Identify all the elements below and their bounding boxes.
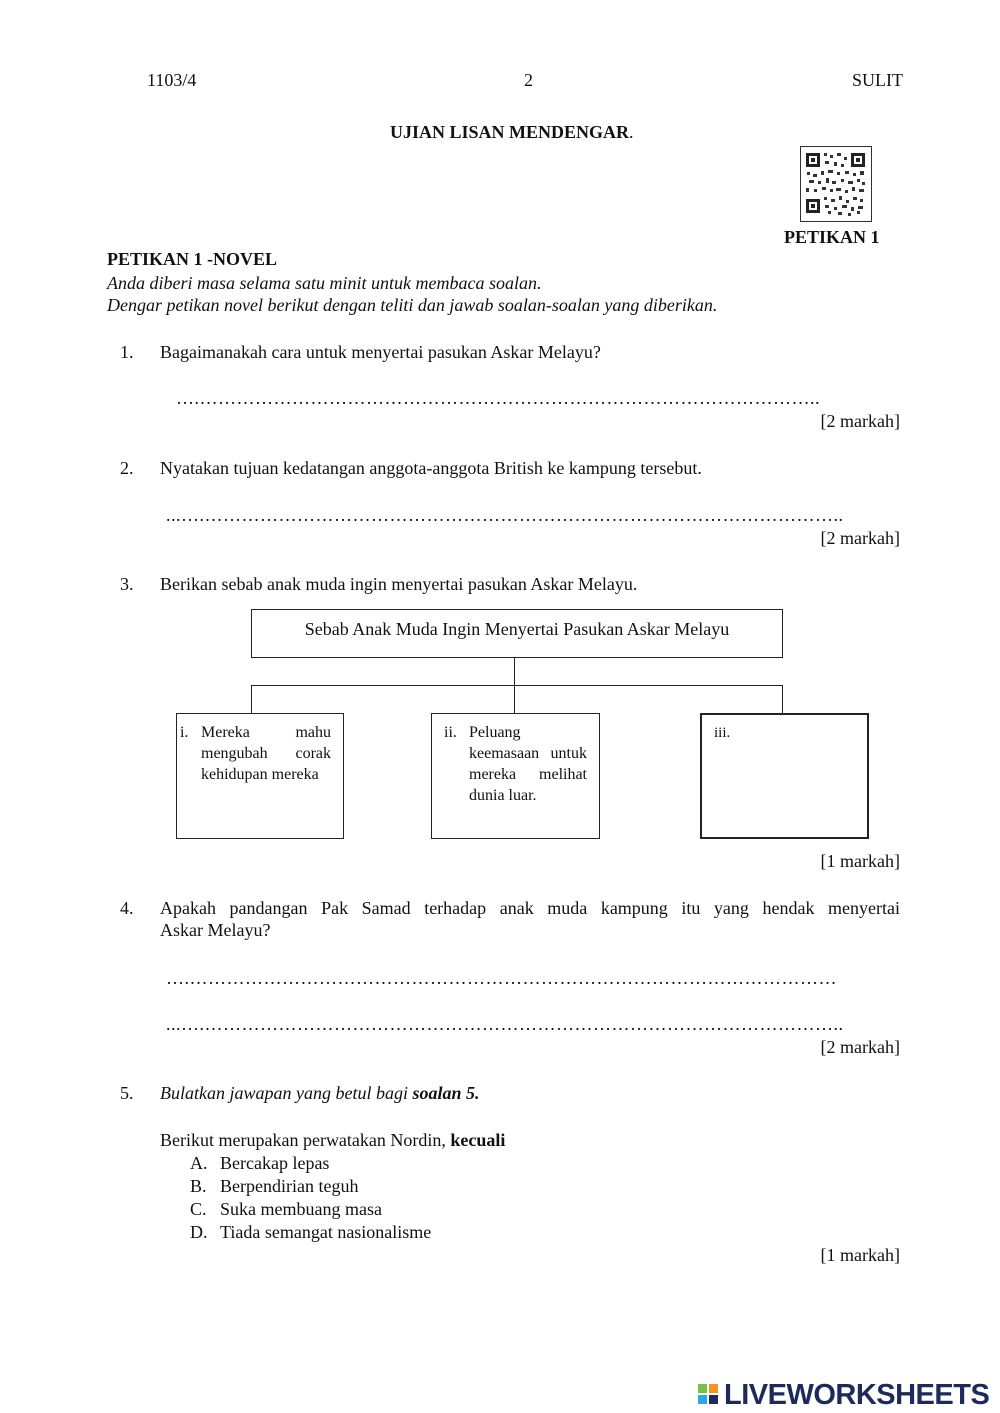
- question-5-instruction-text: Bulatkan jawapan yang betul bagi: [160, 1083, 413, 1103]
- option-d[interactable]: [190, 1222, 431, 1243]
- option-c-text: Suka membuang masa: [220, 1199, 382, 1219]
- question-5-stem-emphasis: kecuali: [450, 1130, 506, 1150]
- qr-code[interactable]: [800, 146, 872, 222]
- logo-square-green: [698, 1384, 707, 1393]
- question-4-answer-line-1[interactable]: ….……………………………………………………………………………………………: [166, 968, 837, 988]
- option-d-text: Tiada semangat nasionalisme: [220, 1222, 432, 1242]
- question-3-number: 3.: [120, 574, 134, 594]
- question-4-answer-line-2[interactable]: ...….…………………………………………………………………………………………..: [166, 1014, 844, 1034]
- question-4-number: 4.: [120, 898, 134, 918]
- option-b-letter: B.: [190, 1176, 207, 1196]
- diagram-box-1: [176, 713, 344, 839]
- question-1-text: Bagaimanakah cara untuk menyertai pasukan Askar Melayu?: [160, 342, 601, 362]
- logo-square-blue: [709, 1395, 718, 1404]
- option-b-text: Berpendirian teguh: [220, 1176, 359, 1196]
- diagram-box-2-text: Peluang keemasaan untuk mereka melihat dunia luar.: [469, 724, 587, 804]
- question-2-text: Nyatakan tujuan kedatangan anggota-anggota British ke kampung tersebut.: [160, 458, 702, 478]
- question-5-stem: [160, 1130, 505, 1151]
- option-a-text: Bercakap lepas: [220, 1153, 330, 1173]
- question-5-instruction-emphasis: soalan 5.: [412, 1083, 480, 1103]
- liveworksheets-logo-icon: [698, 1384, 720, 1406]
- diagram-connector-vertical: [514, 658, 515, 685]
- question-2-answer-line[interactable]: ...….…………………………………………………………………………………………..: [166, 505, 844, 525]
- question-5-number: 5.: [120, 1083, 134, 1103]
- logo-square-lightblue: [698, 1395, 707, 1404]
- diagram-title-box: [251, 609, 783, 658]
- diagram-box-2: [431, 713, 600, 839]
- exam-code: 1103/4: [147, 70, 197, 90]
- logo-square-orange: [709, 1384, 718, 1393]
- question-1-answer-line[interactable]: ….………………………………………………………………………………………..: [176, 388, 820, 408]
- diagram-title: Sebab Anak Muda Ingin Menyertai Pasukan Askar Melayu: [304, 619, 730, 639]
- diagram-connector-right: [782, 685, 783, 713]
- option-d-letter: D.: [190, 1222, 208, 1242]
- liveworksheets-logo[interactable]: [698, 1378, 989, 1412]
- page-number: 2: [524, 70, 533, 90]
- question-1-number: 1.: [120, 342, 134, 362]
- option-a[interactable]: [190, 1153, 329, 1174]
- instruction-line-1: Anda diberi masa selama satu minit untuk membaca soalan.: [107, 273, 542, 293]
- diagram-box-1-number: i.: [180, 724, 189, 741]
- diagram-box-1-text: Mereka mahu mengubah corak kehidupan mereka: [201, 724, 331, 783]
- page-title-text: UJIAN LISAN MENDENGAR: [390, 122, 630, 142]
- qr-code-icon: [801, 147, 870, 220]
- question-2-marks: [2 markah]: [820, 528, 900, 548]
- page-title-dot: .: [629, 122, 634, 142]
- page-title: [390, 122, 634, 143]
- option-b[interactable]: [190, 1176, 358, 1197]
- question-2-number: 2.: [120, 458, 134, 478]
- section-heading: PETIKAN 1 -NOVEL: [107, 249, 278, 269]
- diagram-box-3[interactable]: [700, 713, 869, 839]
- diagram-connector-middle: [514, 685, 515, 713]
- confidential-label: SULIT: [852, 70, 903, 90]
- qr-caption: PETIKAN 1: [784, 227, 880, 247]
- question-1-marks: [2 markah]: [820, 411, 900, 431]
- liveworksheets-brand: LIVEWORKSHEETS: [724, 1378, 990, 1411]
- question-5-marks: [1 markah]: [820, 1245, 900, 1265]
- question-4-text-line-2: Askar Melayu?: [160, 920, 271, 940]
- option-c-letter: C.: [190, 1199, 207, 1219]
- diagram-connector-horizontal: [251, 685, 783, 686]
- question-4-text-line-1: Apakah pandangan Pak Samad terhadap anak muda kampung itu yang hendak menyertai: [160, 898, 900, 918]
- question-4-marks: [2 markah]: [820, 1037, 900, 1057]
- instruction-line-2: Dengar petikan novel berikut dengan teliti dan jawab soalan-soalan yang diberikan.: [107, 295, 718, 315]
- diagram-box-2-number: ii.: [444, 724, 457, 741]
- option-c[interactable]: [190, 1199, 382, 1220]
- diagram-connector-left: [251, 685, 252, 713]
- question-5-stem-text: Berikut merupakan perwatakan Nordin,: [160, 1130, 451, 1150]
- option-a-letter: A.: [190, 1153, 208, 1173]
- diagram-box-3-number: iii.: [714, 725, 731, 741]
- question-3-text: Berikan sebab anak muda ingin menyertai pasukan Askar Melayu.: [160, 574, 638, 594]
- question-3-marks: [1 markah]: [820, 851, 900, 871]
- question-5-instruction: [160, 1083, 480, 1104]
